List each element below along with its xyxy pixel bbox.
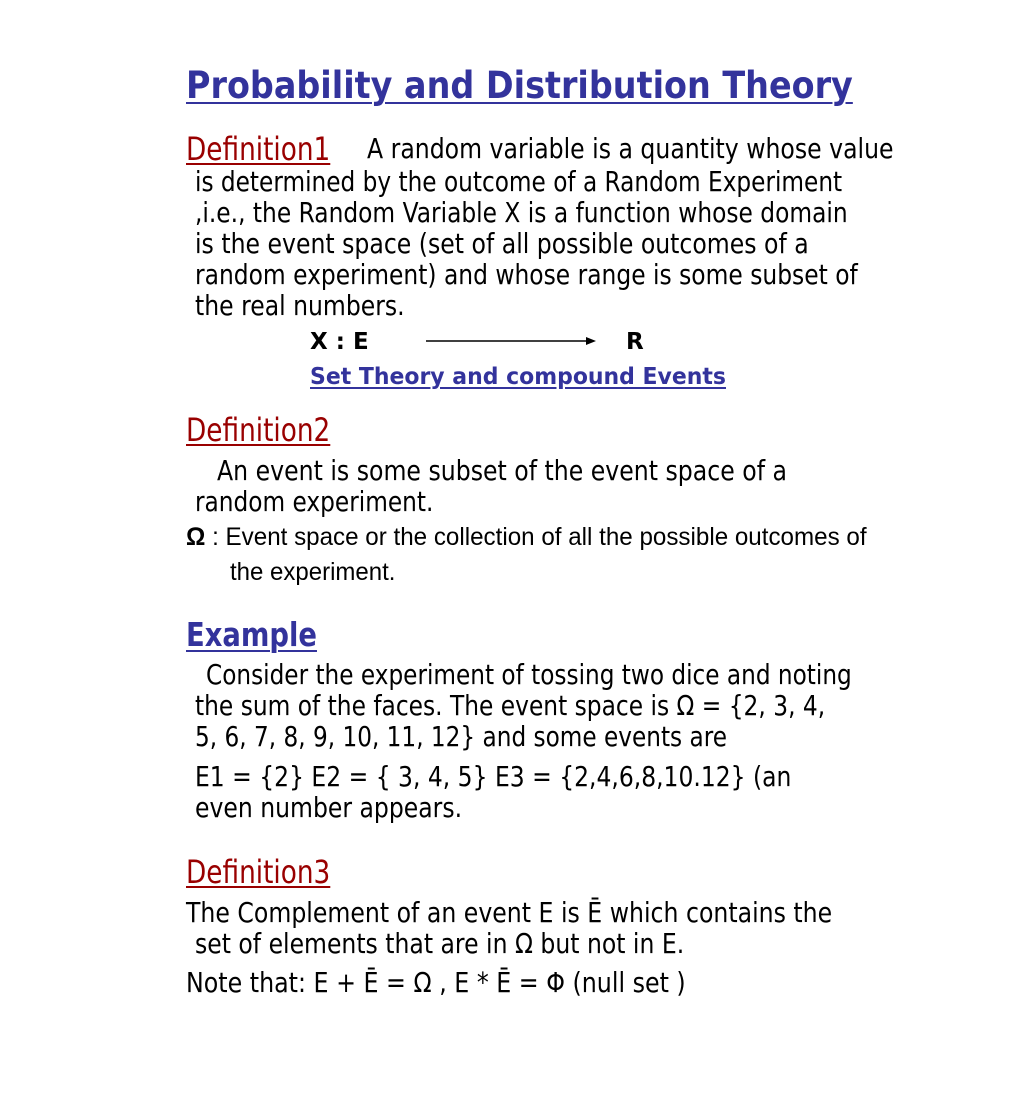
definition1-line-1: is determined by the outcome of a Random Experiment — [195, 165, 843, 198]
example-line-3: E1 = {2} E2 = { 3, 4, 5} E3 = {2,4,6,8,10.12} (an — [195, 760, 792, 793]
definition2-line-1: random experiment. — [195, 485, 434, 518]
mapping-range: R — [626, 329, 644, 355]
omega-note-line-0 — [186, 523, 867, 552]
definition1-heading: Definition1 — [186, 130, 331, 168]
example-line-2: 5, 6, 7, 8, 9, 10, 11, 12} and some events are — [195, 720, 727, 753]
example-line-4: even number appears. — [195, 791, 463, 824]
example-line-1: the sum of the faces. The event space is Ω = {2, 3, 4, — [195, 689, 826, 722]
example-line-0: Consider the experiment of tossing two dice and noting — [206, 658, 852, 691]
omega-note-text: : Event space or the collection of all the possible outcomes of — [205, 523, 867, 551]
example-heading: Example — [186, 615, 317, 654]
definition2-heading: Definition2 — [186, 411, 331, 449]
page-title: Probability and Distribution Theory — [186, 64, 853, 107]
mapping-domain: X : E — [310, 329, 369, 355]
definition1-line-5: the real numbers. — [195, 289, 405, 322]
definition1-line-3: is the event space (set of all possible outcomes of a — [195, 227, 809, 260]
definition1-line-4: random experiment) and whose range is some subset of — [195, 258, 858, 291]
definition2-line-0: An event is some subset of the event space of a — [217, 454, 787, 487]
definition1-first-line — [186, 130, 361, 168]
definition3-line-2: Note that: E + Ē = Ω , E * Ē = Φ (null set ) — [186, 966, 686, 999]
right-arrow-icon — [426, 333, 598, 349]
definition3-line-0: The Complement of an event E is Ē which contains the — [186, 896, 833, 929]
omega-note-line-1: the experiment. — [230, 558, 396, 586]
definition1-line-0: A random variable is a quantity whose value — [367, 132, 894, 165]
definition3-heading: Definition3 — [186, 853, 331, 891]
omega-symbol: Ω — [186, 523, 206, 551]
set-theory-heading: Set Theory and compound Events — [310, 364, 726, 390]
definition3-line-1: set of elements that are in Ω but not in E. — [195, 927, 685, 960]
definition1-line-2: ,i.e., the Random Variable X is a function whose domain — [195, 196, 848, 229]
